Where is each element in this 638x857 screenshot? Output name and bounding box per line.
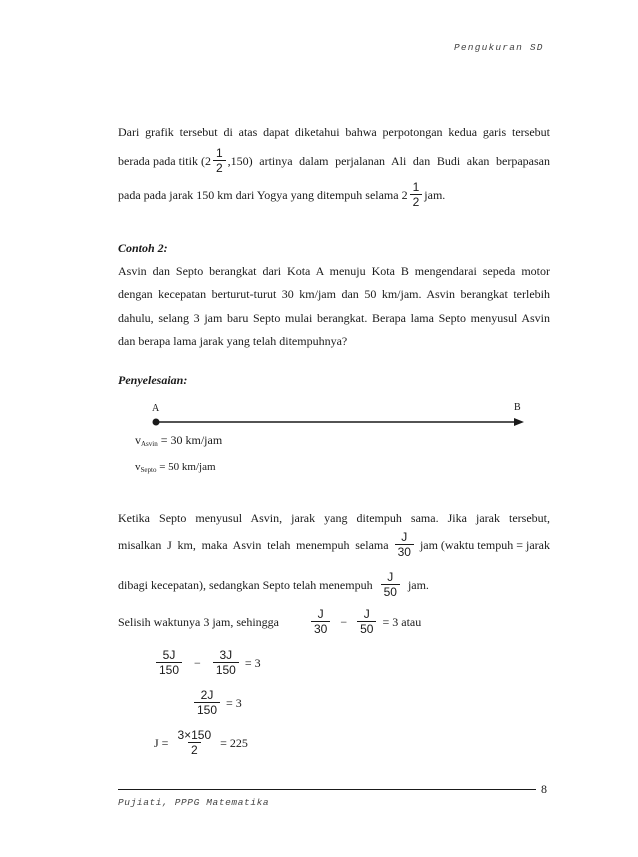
paragraph-line: Dari grafik tersebut di atas dapat diketahui bahwa perpotongan kedua garis tersebut [118, 125, 550, 139]
fraction-denominator: 30 [395, 544, 414, 559]
fraction-numerator: 3J [219, 648, 233, 662]
page-number: 8 [541, 782, 547, 796]
text-segment: jam (waktu tempuh = jarak [419, 537, 550, 552]
solution-line [118, 530, 550, 559]
equation-step-1 [154, 648, 261, 677]
solution-line [118, 570, 550, 599]
paragraph-line [118, 146, 550, 175]
example-line: Asvin dan Septo berangkat dari Kota A menuju Kota B mengendarai sepeda motor [118, 264, 550, 278]
fraction-numerator: 1 [215, 146, 223, 160]
fraction-denominator: 2 [213, 160, 226, 175]
fraction-half [213, 146, 226, 175]
minus-sign: − [194, 655, 201, 670]
speed-asvin [135, 433, 222, 448]
example-line: dan berapa lama jarak yang telah ditempuhnya? [118, 334, 348, 348]
fraction-3x150-over-2 [174, 728, 214, 757]
text-segment: pada pada jarak 150 km dari Yogya yang ditempuh selama 2 [118, 187, 408, 202]
fraction-j-over-50 [357, 607, 376, 636]
fraction-denominator: 2 [410, 194, 423, 209]
example-line: dengan kecepatan berturut-turut 30 km/jam dan 50 km/jam. Asvin berangkat terlebih [118, 287, 550, 301]
footer-author: Pujiati, PPPG Matematika [118, 797, 270, 808]
speed-value: = 50 km/jam [156, 461, 216, 473]
solution-line: Ketika Septo menyusul Asvin, jarak yang ditempuh sama. Jika jarak tersebut, [118, 511, 550, 525]
example-heading: Contoh 2: [118, 241, 168, 255]
distance-line-diagram [150, 415, 530, 429]
fraction-numerator: 3×150 [177, 728, 212, 742]
fraction-numerator: J [317, 607, 324, 621]
speed-symbol: v [135, 433, 141, 447]
fraction-denominator: 30 [311, 621, 330, 636]
fraction-j-over-30 [311, 607, 330, 636]
arrow-head-icon [514, 418, 524, 426]
text-segment: jam. [424, 187, 446, 202]
point-a-label: A [152, 403, 160, 414]
minus-sign: − [340, 614, 348, 629]
fraction-numerator: J [363, 607, 370, 621]
equation-rhs: = 3 [244, 655, 261, 670]
solution-heading: Penyelesaian: [118, 373, 188, 387]
solution-line [118, 607, 550, 636]
fraction-numerator: J [401, 530, 408, 544]
speed-septo [135, 461, 216, 474]
example-line: dahulu, selang 3 jam baru Septo mulai berangkat. Berapa lama Septo menyusul Asvin [118, 311, 550, 325]
equation-lhs: J = [154, 735, 169, 750]
text-segment: misalkan J km, maka Asvin telah menempuh selama [118, 537, 389, 552]
fraction-numerator: 2J [200, 688, 214, 702]
fraction-half [410, 180, 423, 209]
fraction-denominator: 50 [381, 584, 400, 599]
equation-rhs: = 3 [226, 695, 242, 710]
text-segment: ,150) artinya dalam perjalanan Ali dan Budi akan berpapasan [227, 153, 550, 168]
fraction-numerator: J [387, 570, 394, 584]
paragraph-line [118, 180, 550, 209]
fraction-j-over-50 [381, 570, 400, 599]
speed-value: = 30 km/jam [157, 433, 223, 447]
equation-rhs: = 225 [220, 735, 248, 750]
text-segment: dibagi kecepatan), sedangkan Septo telah menempuh [118, 577, 373, 592]
fraction-numerator: 5J [162, 648, 176, 662]
text-segment: = 3 atau [382, 614, 422, 629]
page-header: Pengukuran SD [454, 42, 544, 53]
text-segment: berada pada titik (2 [118, 153, 211, 168]
fraction-2j-over-150 [194, 688, 220, 717]
fraction-denominator: 150 [213, 662, 239, 677]
fraction-denominator: 150 [156, 662, 182, 677]
fraction-denominator: 150 [194, 702, 220, 717]
fraction-denominator: 2 [188, 742, 201, 757]
speed-symbol: v [135, 461, 141, 473]
point-b-label: B [514, 402, 521, 413]
text-segment: jam. [407, 577, 429, 592]
speed-subscript: Asvin [141, 440, 158, 448]
fraction-numerator: 1 [412, 180, 420, 194]
equation-step-2 [192, 688, 242, 717]
footer-rule [118, 789, 536, 790]
text-segment: Selisih waktunya 3 jam, sehingga [118, 614, 279, 629]
fraction-j-over-30 [395, 530, 414, 559]
fraction-3j-over-150 [213, 648, 239, 677]
fraction-5j-over-150 [156, 648, 182, 677]
fraction-denominator: 50 [357, 621, 376, 636]
equation-step-3 [154, 728, 248, 757]
speed-subscript: Septo [140, 466, 157, 474]
